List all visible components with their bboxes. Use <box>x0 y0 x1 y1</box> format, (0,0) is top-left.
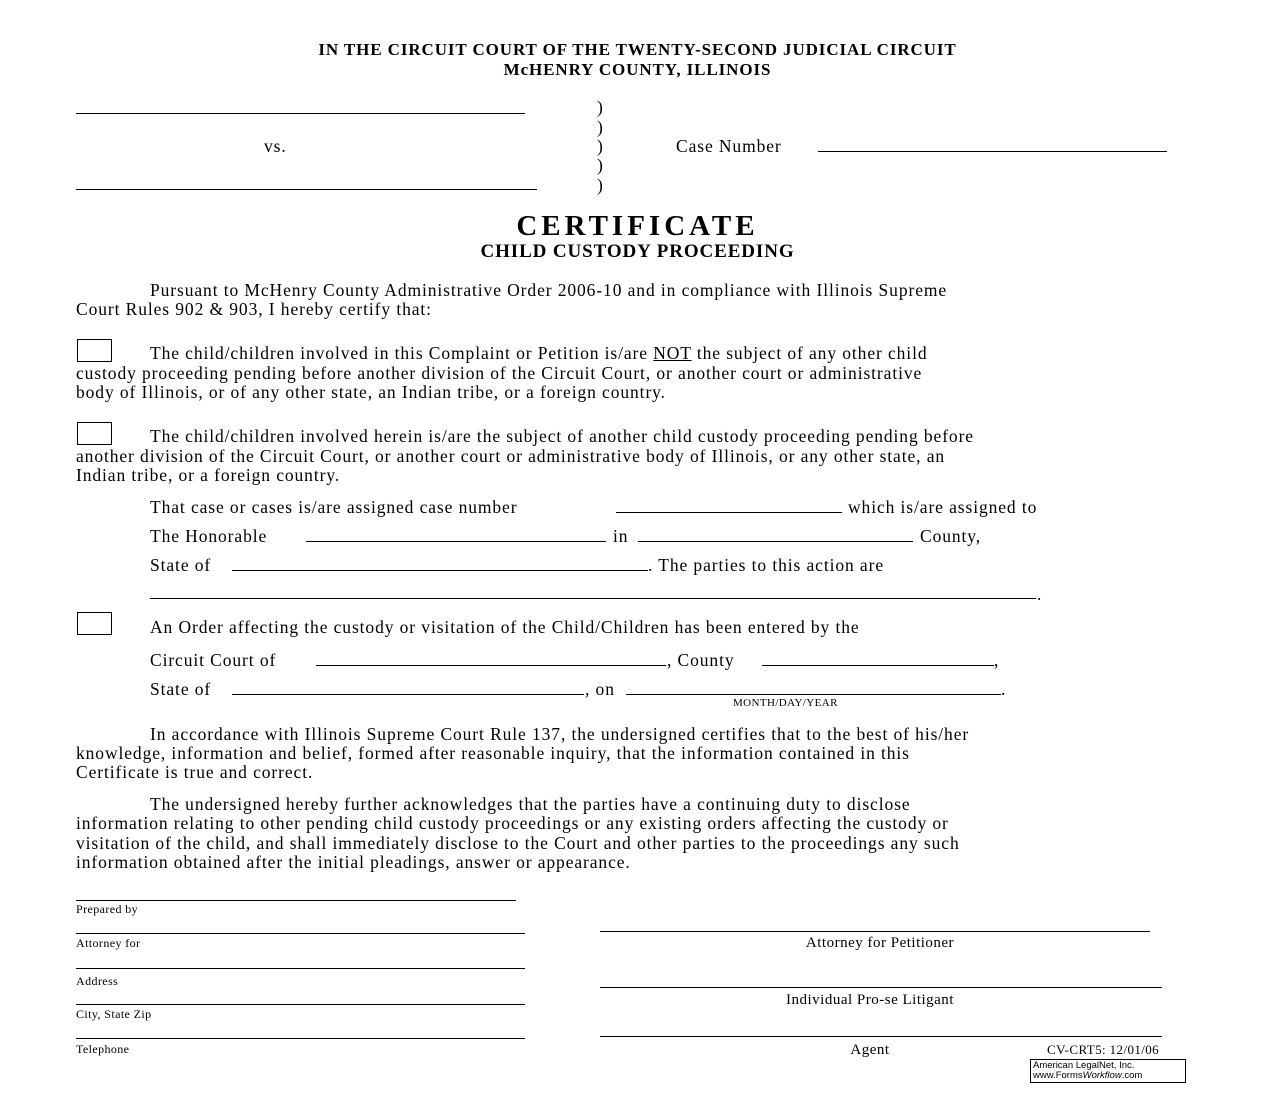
prepared-by-field[interactable] <box>76 900 516 901</box>
checkbox-other-proceeding[interactable] <box>77 422 112 445</box>
prepared-by-label: Prepared by <box>76 902 139 916</box>
option1-line: body of Illinois, or of any other state, an Indian tribe, or a foreign country. <box>76 382 666 402</box>
option2-line: another division of the Circuit Court, or another court or administrative body of Illinois, or any other state, an <box>76 446 946 466</box>
period: . <box>1037 584 1043 604</box>
in-label: in <box>613 526 629 546</box>
rule137-line: Certificate is true and correct. <box>76 762 314 782</box>
caption-paren: ) <box>597 117 604 137</box>
logo-line2 <box>1033 1071 1183 1081</box>
caption-paren: ) <box>597 136 604 156</box>
judge-field[interactable] <box>306 541 606 542</box>
pro-se-label: Individual Pro-se Litigant <box>786 992 954 1008</box>
intro-line: Court Rules 902 & 903, I hereby certify that: <box>76 299 432 319</box>
state-of-label: State of <box>150 555 212 575</box>
county-label: , County <box>667 650 735 670</box>
court-header-line2: McHENRY COUNTY, ILLINOIS <box>503 60 772 79</box>
form-id: CV-CRT5: 12/01/06 <box>1047 1042 1160 1057</box>
city-state-zip-field[interactable] <box>76 1004 525 1005</box>
caption-paren: ) <box>597 97 604 117</box>
option1-text: the subject of any other child <box>691 343 928 363</box>
circuit-court-field[interactable] <box>316 665 666 666</box>
pro-se-signature[interactable] <box>600 987 1162 988</box>
telephone-label: Telephone <box>76 1042 130 1056</box>
acknowledge-line: The undersigned hereby further acknowledges that the parties have a continuing duty to disclose <box>150 794 911 814</box>
order-state-field[interactable] <box>232 694 584 695</box>
case-number-label: Case Number <box>676 136 782 156</box>
county-label: County, <box>920 526 982 546</box>
logo-text: .com <box>1121 1070 1143 1081</box>
date-hint: MONTH/DAY/YEAR <box>733 697 838 709</box>
caption-paren: ) <box>597 175 604 195</box>
order-county-field[interactable] <box>762 665 994 666</box>
honorable-label: The Honorable <box>150 526 268 546</box>
address-field[interactable] <box>76 968 525 969</box>
option1-text: The child/children involved in this Complaint or Petition is/are <box>150 343 654 363</box>
option3-line: An Order affecting the custody or visitation of the Child/Children has been entered by the <box>150 617 860 637</box>
option1-line1 <box>150 343 928 363</box>
address-label: Address <box>76 974 119 988</box>
document-title: CERTIFICATE <box>516 210 759 242</box>
american-legalnet-logo <box>1030 1059 1186 1083</box>
acknowledge-line: visitation of the child, and shall immediately disclose to the Court and other parties to the proceedings any such <box>76 833 960 853</box>
defendant-line[interactable] <box>76 189 537 190</box>
attorney-for-label: Attorney for <box>76 936 141 950</box>
option2-line: Indian tribe, or a foreign country. <box>76 465 341 485</box>
parties-label: . The parties to this action are <box>648 555 884 575</box>
on-label: , on <box>585 679 615 699</box>
option1-line: custody proceeding pending before another division of the Circuit Court, or another court or administrative <box>76 363 923 383</box>
logo-line1: American LegalNet, Inc. <box>1033 1060 1135 1071</box>
document-subtitle: CHILD CUSTODY PROCEEDING <box>480 241 795 262</box>
acknowledge-line: information obtained after the initial pleadings, answer or appearance. <box>76 852 631 872</box>
not-emphasis: NOT <box>653 343 692 363</box>
checkbox-not-subject[interactable] <box>77 339 112 362</box>
agent-signature[interactable] <box>600 1036 1162 1037</box>
period: . <box>1001 679 1007 699</box>
plaintiff-line[interactable] <box>76 113 525 114</box>
intro-line: Pursuant to McHenry County Administrative Order 2006-10 and in compliance with Illinois Supreme <box>150 280 948 300</box>
attorney-for-field[interactable] <box>76 933 525 934</box>
checkbox-order-entered[interactable] <box>77 612 112 635</box>
which-assigned-label: which is/are assigned to <box>848 497 1038 517</box>
attorney-petitioner-signature[interactable] <box>600 931 1150 932</box>
logo-text: www.Forms <box>1033 1070 1083 1081</box>
court-header-line1: IN THE CIRCUIT COURT OF THE TWENTY-SECOND JUDICIAL CIRCUIT <box>318 40 957 59</box>
option2-line: The child/children involved herein is/are the subject of another child custody proceeding pending before <box>150 426 974 446</box>
attorney-petitioner-label: Attorney for Petitioner <box>805 935 955 951</box>
circuit-court-of-label: Circuit Court of <box>150 650 277 670</box>
rule137-line: In accordance with Illinois Supreme Court Rule 137, the undersigned certifies that to the best of his/her <box>150 724 970 744</box>
case-number-field[interactable] <box>818 151 1167 152</box>
telephone-field[interactable] <box>76 1038 525 1039</box>
acknowledge-line: information relating to other pending child custody proceedings or any existing orders affecting the custody or <box>76 813 949 833</box>
vs-label: vs. <box>264 136 287 156</box>
comma: , <box>994 650 1000 670</box>
state-of-label: State of <box>150 679 212 699</box>
county-field[interactable] <box>638 541 913 542</box>
parties-field[interactable] <box>150 598 1036 599</box>
rule137-line: knowledge, information and belief, formed after reasonable inquiry, that the information contained in this <box>76 743 910 763</box>
other-case-number-field[interactable] <box>616 512 842 513</box>
city-state-zip-label: City, State Zip <box>76 1007 152 1021</box>
agent-label: Agent <box>850 1042 890 1058</box>
logo-text: Workflow <box>1082 1070 1122 1081</box>
order-date-field[interactable] <box>626 694 1001 695</box>
state-field[interactable] <box>232 570 648 571</box>
case-assigned-label: That case or cases is/are assigned case number <box>150 497 518 517</box>
caption-paren: ) <box>597 155 604 175</box>
